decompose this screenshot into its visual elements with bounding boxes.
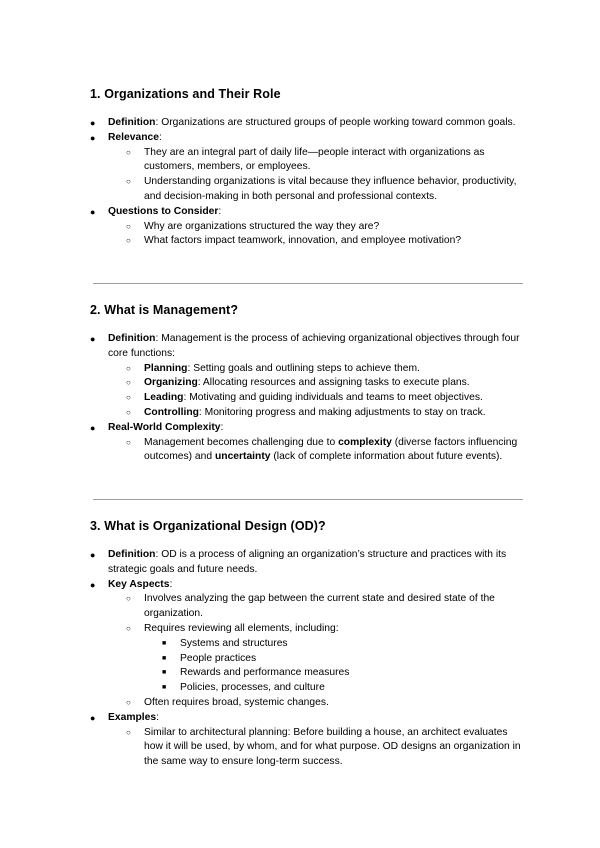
list-item-planning [90, 362, 526, 377]
list-item-definition [90, 116, 526, 131]
section-1-heading: 1. Organizations and Their Role [90, 87, 281, 101]
section-organizational-design [90, 518, 526, 770]
leading-label: Leading [144, 392, 184, 404]
bullet-icon: ● [90, 132, 96, 143]
square-bullet-icon: ■ [162, 684, 167, 692]
bullet-icon: ● [90, 422, 96, 433]
colon: : [156, 711, 159, 723]
list-item [90, 436, 526, 466]
relevance-point-1: They are an integral part of daily life—people interact with organizations as customers, members, or employees. [144, 146, 485, 173]
circle-bullet-icon: ○ [126, 378, 131, 388]
list-item-key-aspects [90, 578, 526, 593]
element-3: Rewards and performance measures [180, 667, 350, 679]
circle-bullet-icon: ○ [126, 177, 131, 187]
list-item [90, 592, 526, 622]
circle-bullet-icon: ○ [126, 236, 131, 246]
list-item [90, 622, 526, 637]
examples-label: Examples [108, 711, 157, 723]
list-item [90, 175, 526, 205]
square-bullet-icon: ■ [162, 639, 167, 647]
key-aspect-2: Requires reviewing all elements, including: [144, 622, 339, 634]
definition-text: : Organizations are structured groups of people working toward common goals. [155, 117, 516, 128]
circle-bullet-icon: ○ [126, 437, 131, 447]
circle-bullet-icon: ○ [126, 363, 131, 373]
element-4: Policies, processes, and culture [180, 682, 325, 694]
list-item [90, 637, 526, 652]
controlling-label: Controlling [144, 406, 199, 418]
complexity-text-e: (lack of complete information about future events). [270, 451, 503, 463]
uncertainty-term: uncertainty [214, 451, 271, 463]
section-2-heading: 2. What is Management? [90, 303, 239, 317]
section-management [90, 302, 526, 465]
key-aspect-1: Involves analyzing the gap between the current state and desired state of the organization. [144, 593, 495, 620]
circle-bullet-icon: ○ [126, 594, 131, 604]
list-item [90, 234, 526, 249]
horizontal-divider [93, 499, 523, 500]
list-item-leading [90, 391, 526, 406]
element-2: People practices [180, 652, 257, 664]
section-1-list [90, 116, 526, 249]
section-organizations [90, 86, 526, 249]
planning-text: : Setting goals and outlining steps to achieve them. [187, 362, 420, 374]
organizing-label: Organizing [144, 377, 198, 389]
complexity-text-a: Management becomes challenging due to [144, 436, 339, 448]
list-item [90, 652, 526, 667]
square-bullet-icon: ■ [162, 654, 167, 662]
list-item [90, 726, 526, 770]
definition-label: Definition [108, 333, 156, 344]
question-1: Why are organizations structured the way they are? [144, 220, 380, 232]
key-aspects-label: Key Aspects [108, 578, 170, 590]
bullet-icon: ● [90, 712, 96, 723]
real-world-label: Real-World Complexity [108, 421, 221, 433]
relevance-label: Relevance [108, 131, 159, 143]
list-item [90, 220, 526, 235]
list-item-controlling [90, 406, 526, 421]
definition-text: : Management is the process of achieving organizational objectives through four core functions: [108, 333, 520, 359]
organizing-text: : Allocating resources and assigning tasks to execute plans. [197, 377, 470, 389]
horizontal-divider [93, 283, 523, 284]
questions-label: Questions to Consider [108, 205, 219, 217]
bullet-icon: ● [90, 579, 96, 590]
section-2-list [90, 332, 526, 465]
section-3-heading: 3. What is Organizational Design (OD)? [90, 519, 326, 533]
question-2: What factors impact teamwork, innovation, and employee motivation? [144, 235, 462, 247]
list-item-definition [90, 548, 526, 578]
colon: : [220, 421, 224, 433]
bullet-icon: ● [90, 118, 96, 128]
bullet-icon: ● [90, 206, 96, 217]
section-3-list [90, 548, 526, 770]
list-item [90, 681, 526, 696]
list-item [90, 666, 526, 681]
circle-bullet-icon: ○ [126, 623, 131, 633]
definition-label: Definition [108, 549, 156, 560]
element-1: Systems and structures [180, 637, 288, 649]
list-item-real-world-complexity [90, 421, 526, 436]
list-item-questions [90, 205, 526, 220]
list-item [90, 146, 526, 176]
complexity-term: complexity [338, 436, 392, 448]
definition-label: Definition [108, 117, 156, 128]
relevance-point-2: Understanding organizations is vital because they influence behavior, productivity, and decision-making in both personal and professional contexts. [144, 176, 517, 202]
list-item [90, 696, 526, 711]
example-1: Similar to architectural planning: Before building a house, an architect evaluates how it will be used, by whom, and for what purpose. OD designs an organization in the same way to ensure long-term success. [144, 726, 521, 768]
circle-bullet-icon: ○ [126, 407, 131, 417]
key-aspect-3: Often requires broad, systemic changes. [144, 696, 329, 708]
list-item-definition [90, 332, 526, 362]
complexity-text-c: (diverse factors influencing outcomes) and [144, 436, 518, 463]
circle-bullet-icon: ○ [126, 147, 131, 157]
list-item-examples [90, 711, 526, 726]
bullet-icon: ● [90, 334, 96, 344]
planning-label: Planning [144, 362, 188, 374]
leading-text: : Motivating and guiding individuals and teams to meet objectives. [183, 392, 483, 404]
definition-text: : OD is a process of aligning an organization’s structure and practices with its strategic goals and future needs. [108, 549, 507, 575]
circle-bullet-icon: ○ [126, 697, 131, 707]
circle-bullet-icon: ○ [126, 221, 131, 231]
colon: : [169, 578, 173, 590]
controlling-text: : Monitoring progress and making adjustments to stay on track. [198, 406, 486, 418]
list-item-organizing [90, 376, 526, 391]
circle-bullet-icon: ○ [126, 393, 131, 403]
colon: : [218, 205, 222, 217]
bullet-icon: ● [90, 550, 96, 560]
square-bullet-icon: ■ [162, 669, 167, 677]
colon: : [158, 131, 162, 143]
list-item-relevance [90, 131, 526, 146]
circle-bullet-icon: ○ [126, 727, 131, 737]
